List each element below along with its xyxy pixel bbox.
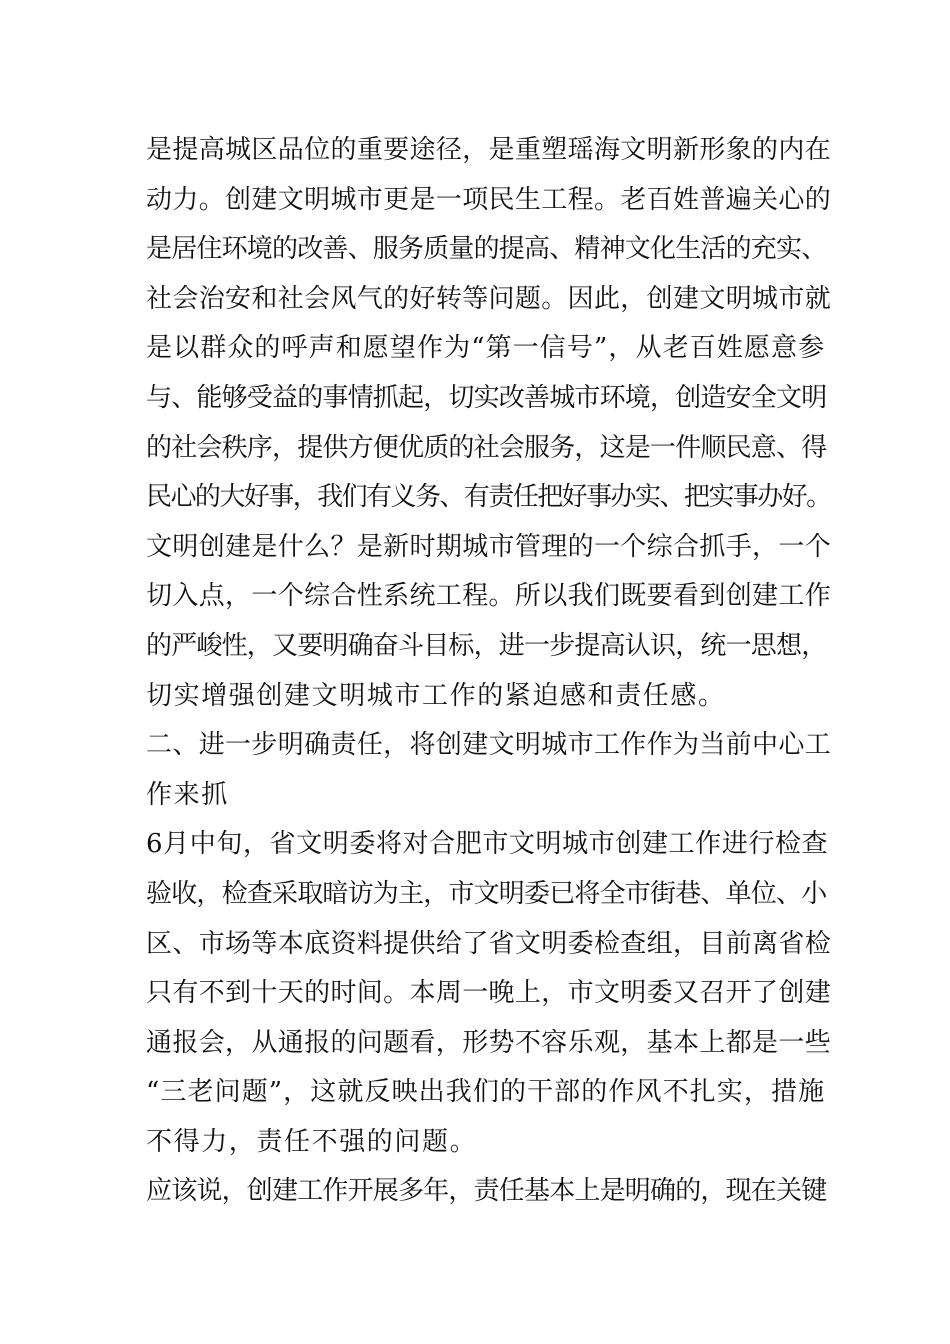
text-line-4: 社会治安和社会风气的好转等问题。因此，创建文明城市就 <box>146 283 832 314</box>
text-line-7: 的社会秩序，提供方便优质的社会服务，这是一件顺民意、得 <box>146 432 827 463</box>
text-line-16: 验收，检查采取暗访为主，市文明委已将全市街巷、单位、小 <box>146 878 827 909</box>
section-heading-line-2: 作来抓 <box>146 779 229 810</box>
section-heading-line-1: 二、进一步明确责任，将创建文明城市工作作为当前中心工 <box>146 730 832 761</box>
text-line-11: 的严峻性，又要明确奋斗目标，进一步提高认识，统一思想， <box>146 630 827 661</box>
text-line-8: 民心的大好事，我们有义务、有责任把好事办实、把实事办好。 <box>146 482 831 513</box>
text-line-21: 不得力，责任不强的问题。 <box>146 1126 478 1157</box>
text-line-19: 通报会，从通报的问题看，形势不容乐观，基本上都是一些 <box>146 1027 832 1058</box>
text-line-3: 是居住环境的改善、服务质量的提高、精神文化生活的充实、 <box>146 234 827 265</box>
text-line-20: “三老问题”，这就反映出我们的干部的作风不扎实，措施 <box>146 1077 826 1108</box>
text-line-9: 文明创建是什么？是新时期城市管理的一个综合抓手，一个 <box>146 531 832 562</box>
text-line-5: 是以群众的呼声和愿望作为“第一信号”，从老百姓愿意参 <box>146 333 826 364</box>
text-line-6: 与、能够受益的事情抓起，切实改善城市环境，创造安全文明 <box>146 382 827 413</box>
text-line-15: 6月中旬，省文明委将对合肥市文明城市创建工作进行检查 <box>146 829 829 860</box>
text-line-22: 应该说，创建工作开展多年，责任基本上是明确的，现在关键 <box>146 1176 827 1207</box>
text-line-12: 切实增强创建文明城市工作的紧迫感和责任感。 <box>146 680 726 711</box>
text-line-1: 是提高城区品位的重要途径，是重塑瑶海文明新形象的内在 <box>146 135 832 165</box>
body-text <box>146 126 832 1217</box>
text-line-18: 只有不到十天的时间。本周一晚上，市文明委又召开了创建 <box>146 978 832 1009</box>
text-line-17: 区、市场等本底资料提供给了省文明委检查组，目前离省检 <box>146 928 832 959</box>
text-line-10: 切入点，一个综合性系统工程。所以我们既要看到创建工作 <box>146 581 832 612</box>
text-line-2: 动力。创建文明城市更是一项民生工程。老百姓普遍关心的 <box>146 184 832 215</box>
